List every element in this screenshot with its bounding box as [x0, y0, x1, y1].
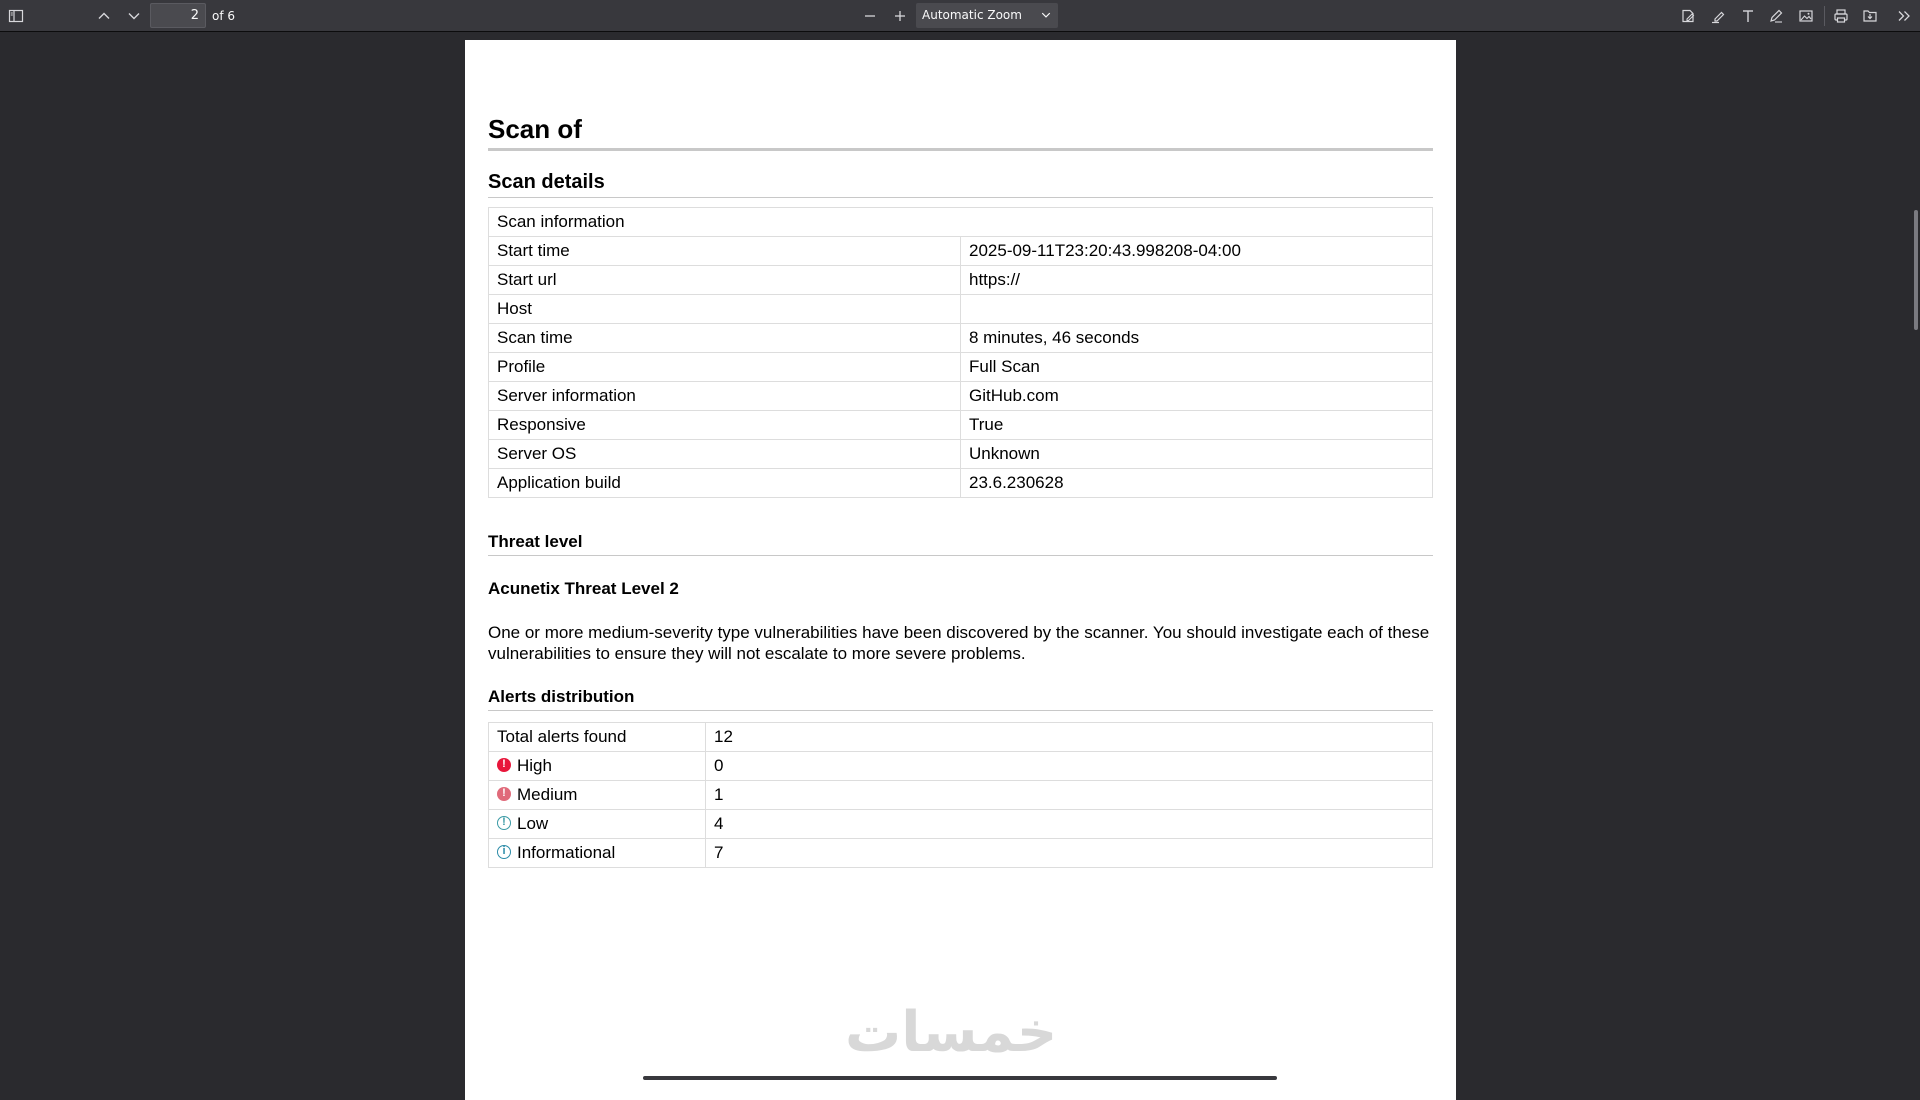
table-row — [489, 810, 1433, 839]
scan-info-table — [488, 207, 1433, 498]
alerts-table — [488, 722, 1433, 868]
page-title: Scan of — [488, 114, 582, 144]
save-icon[interactable] — [1858, 4, 1882, 28]
table-row — [489, 382, 1433, 411]
row-label: Start url — [489, 266, 961, 295]
row-value: Unknown — [961, 440, 1433, 469]
chevron-down-icon — [1040, 3, 1052, 28]
page-count: of 6 — [212, 9, 236, 23]
highlighter-icon[interactable] — [1706, 4, 1730, 28]
pdf-toolbar — [0, 0, 1920, 32]
table-row — [489, 723, 1433, 752]
row-label: Server information — [489, 382, 961, 411]
low-severity-icon — [497, 816, 511, 830]
table-row — [489, 752, 1433, 781]
table-row — [489, 295, 1433, 324]
alert-count: 7 — [706, 839, 1433, 868]
row-value: Full Scan — [961, 353, 1433, 382]
table-row — [489, 324, 1433, 353]
row-label: Profile — [489, 353, 961, 382]
alert-count: 12 — [706, 723, 1433, 752]
alert-severity-label: Informational — [517, 843, 616, 862]
row-value: https:// — [961, 266, 1433, 295]
alert-severity-cell — [489, 723, 706, 752]
alert-severity-cell — [489, 752, 706, 781]
row-label: Server OS — [489, 440, 961, 469]
threat-level-heading: Threat level — [488, 532, 583, 551]
image-icon[interactable] — [1794, 4, 1818, 28]
print-icon[interactable] — [1829, 4, 1853, 28]
row-value: 2025-09-11T23:20:43.998208-04:00 — [961, 237, 1433, 266]
table-row — [489, 411, 1433, 440]
section-divider — [488, 555, 1433, 556]
table-row — [489, 469, 1433, 498]
alert-severity-label: Medium — [517, 785, 578, 804]
alert-severity-label: High — [517, 756, 552, 775]
section-divider — [488, 710, 1433, 711]
table-row — [489, 781, 1433, 810]
page-number-input[interactable] — [150, 3, 206, 28]
alerts-distribution-heading: Alerts distribution — [488, 687, 635, 706]
row-value: GitHub.com — [961, 382, 1433, 411]
alert-severity-cell — [489, 810, 706, 839]
medium-severity-icon — [497, 787, 511, 801]
text-icon[interactable] — [1736, 4, 1760, 28]
row-label: Application build — [489, 469, 961, 498]
table-section-header: Scan information — [489, 208, 1433, 237]
table-row — [489, 440, 1433, 469]
table-row — [489, 208, 1433, 237]
alert-severity-label: Total alerts found — [497, 727, 627, 746]
row-value: 23.6.230628 — [961, 469, 1433, 498]
alert-severity-cell — [489, 839, 706, 868]
row-value: 8 minutes, 46 seconds — [961, 324, 1433, 353]
table-row — [489, 839, 1433, 868]
pdf-page — [465, 40, 1456, 1100]
row-label: Host — [489, 295, 961, 324]
row-value: True — [961, 411, 1433, 440]
edit-icon[interactable] — [1676, 4, 1700, 28]
double-chevron-right-icon[interactable] — [1892, 4, 1916, 28]
chevron-down-icon[interactable] — [122, 4, 146, 28]
scan-details-heading: Scan details — [488, 171, 605, 193]
high-severity-icon — [497, 758, 511, 772]
chevron-up-icon[interactable] — [92, 4, 116, 28]
table-row — [489, 237, 1433, 266]
alert-severity-cell — [489, 781, 706, 810]
row-label: Responsive — [489, 411, 961, 440]
table-row — [489, 353, 1433, 382]
page-bottom-bar — [643, 1076, 1277, 1080]
title-divider — [488, 148, 1433, 151]
threat-level-title: Acunetix Threat Level 2 — [488, 579, 679, 598]
plus-icon[interactable] — [888, 4, 912, 28]
zoom-select[interactable] — [916, 3, 1058, 28]
scrollbar-thumb[interactable] — [1914, 210, 1918, 330]
watermark-logo: خمسات — [845, 1000, 1058, 1065]
pencil-icon[interactable] — [1764, 4, 1788, 28]
alert-count: 4 — [706, 810, 1433, 839]
table-row — [489, 266, 1433, 295]
alert-count: 1 — [706, 781, 1433, 810]
alert-severity-label: Low — [517, 814, 549, 833]
row-label: Start time — [489, 237, 961, 266]
zoom-select-label: Automatic Zoom — [922, 8, 1022, 22]
minus-icon[interactable] — [858, 4, 882, 28]
row-value — [961, 295, 1433, 324]
sidebar-toggle-icon[interactable] — [4, 4, 28, 28]
section-divider — [488, 197, 1433, 198]
toolbar-divider — [1824, 6, 1825, 26]
row-label: Scan time — [489, 324, 961, 353]
info-severity-icon — [497, 845, 511, 859]
alert-count: 0 — [706, 752, 1433, 781]
threat-level-description: One or more medium-severity type vulnerabilities have been discovered by the scanner. You should investigate each of these vulnerabilities to ensure they will not escalate to more severe problems. — [488, 623, 1430, 663]
